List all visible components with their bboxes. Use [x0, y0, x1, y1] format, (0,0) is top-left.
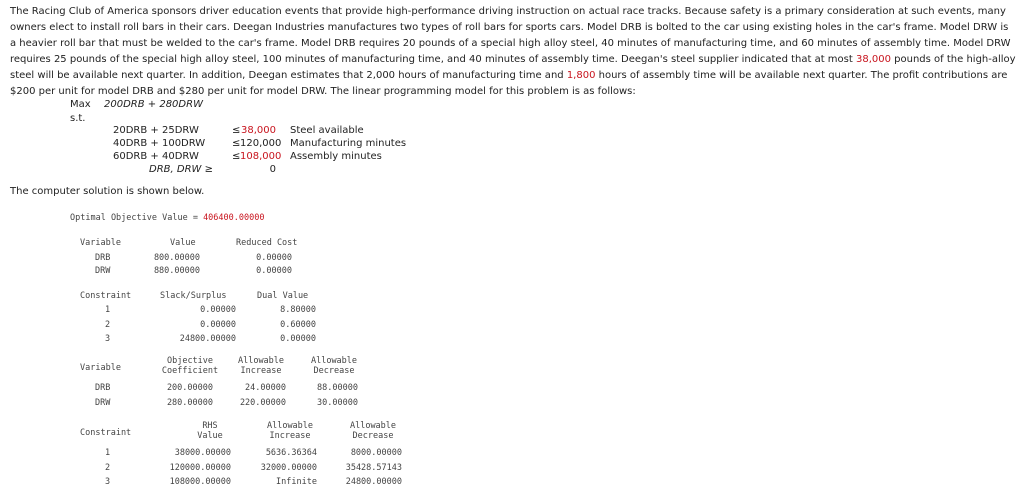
reduced-cost: 0.00000	[256, 266, 292, 276]
max-label: Max	[70, 99, 91, 110]
constraint-number: 1	[105, 305, 111, 315]
value-header: Value	[170, 238, 196, 248]
header-line: Value	[197, 431, 223, 441]
rhs-allowable-decrease-header	[338, 421, 408, 441]
header-line: RHS	[202, 421, 218, 431]
variable-name: DRW	[95, 398, 111, 408]
rhs-allowable-increase: 5636.36364	[265, 448, 317, 458]
constraint-lhs: 40DRB + 100DRW	[113, 138, 206, 149]
solution-intro: The computer solution is shown below.	[10, 186, 205, 197]
constraint-op: ≤	[232, 138, 241, 149]
constraint-rhs: 108,000	[240, 151, 282, 162]
rhs-value: 38000.00000	[174, 448, 231, 458]
dual-value: 0.00000	[280, 334, 316, 344]
rhs-allowable-decrease: 24800.00000	[345, 477, 402, 487]
header-line: Objective	[166, 356, 214, 366]
constraint-number: 3	[105, 334, 111, 344]
header-line: Increase	[240, 366, 282, 376]
nonnegativity-rhs: 0	[269, 164, 276, 175]
constraint-desc: Manufacturing minutes	[290, 138, 407, 149]
header-line: Allowable	[310, 356, 358, 366]
objective-coefficient: 200.00000	[166, 383, 213, 393]
slack-value: 0.00000	[200, 320, 236, 330]
allowable-decrease-header	[300, 356, 368, 376]
constraint-rhs: 120,000	[240, 138, 282, 149]
rhs-allowable-decrease: 8000.00000	[350, 448, 402, 458]
dual-value-header: Dual Value	[257, 291, 309, 301]
dual-value: 8.80000	[280, 305, 316, 315]
problem-text-1: The Racing Club of America sponsors driver education events that provide high-performance driving instruction on actual race tracks. Because safety is a primary consideration at such events, many owners elect to install roll bars in their cars. Deegan Industries manufactures two types of roll bars for sports cars. Model DRB is bolted to the car using existing holes in the car's frame. Model DRW is a heavier roll bar that must be welded to the car's frame. Model DRB requires 20 pounds of a special high alloy steel, 40 minutes of manufacturing time, and 60 minutes of assembly time. Model DRW requires 25 pounds of the special high alloy steel, 100 minutes of manufacturing time, and 40 minutes of assembly time. Deegan's steel supplier indicated that at most	[10, 6, 1011, 65]
variable-header: Variable	[80, 238, 121, 248]
header-line: Decrease	[313, 366, 355, 376]
rhs-allowable-increase: Infinite	[276, 477, 317, 487]
rhs-allowable-increase-header	[255, 421, 325, 441]
range-constraint-header: Constraint	[80, 428, 132, 438]
rhs-value: 108000.00000	[169, 477, 231, 487]
header-line: Coefficient	[161, 366, 219, 376]
header-line: Increase	[269, 431, 311, 441]
problem-text-2: pounds of the high-alloy steel will be available next quarter. In addition, Deegan estimates that 2,000 hours of manufacturing time and	[10, 54, 1016, 81]
slack-value: 0.00000	[200, 305, 236, 315]
rhs-allowable-increase: 32000.00000	[260, 463, 317, 473]
variable-name: DRW	[95, 266, 111, 276]
variable-name: DRB	[95, 383, 111, 393]
nonnegativity-lhs: DRB, DRW ≥	[149, 164, 213, 175]
variable-value: 880.00000	[153, 266, 200, 276]
allowable-decrease: 30.00000	[317, 398, 358, 408]
steel-limit: 38,000	[855, 54, 891, 65]
constraint-op: ≤	[232, 151, 241, 162]
constraint-op: ≤	[232, 125, 241, 136]
assembly-hours: 1,800	[566, 70, 596, 81]
st-label: s.t.	[70, 113, 86, 124]
constraint-number: 2	[105, 463, 111, 473]
constraint-number: 1	[105, 448, 111, 458]
problem-text-3: hours of assembly time will be available next quarter. The profit contributions are $200 per unit for model DRB and $280 per unit for model DRW. The linear programming model for this problem is as follows:	[10, 70, 1008, 97]
rhs-value-header	[180, 421, 240, 441]
range-variable-header: Variable	[80, 363, 121, 373]
reduced-cost: 0.00000	[256, 253, 292, 263]
slack-value: 24800.00000	[179, 334, 236, 344]
allowable-increase: 220.00000	[239, 398, 286, 408]
objective-line	[70, 213, 264, 223]
allowable-increase-header	[226, 356, 296, 376]
variable-name: DRB	[95, 253, 111, 263]
rhs-allowable-decrease: 35428.57143	[345, 463, 402, 473]
constraint-rhs: 38,000	[241, 125, 276, 136]
constraint-desc: Steel available	[290, 125, 364, 136]
constraint-header: Constraint	[80, 291, 132, 301]
reduced-cost-header: Reduced Cost	[236, 238, 298, 248]
rhs-value: 120000.00000	[169, 463, 231, 473]
slack-header: Slack/Surplus	[160, 291, 227, 301]
objective-function: 200DRB + 280DRW	[104, 99, 203, 110]
constraint-number: 3	[105, 477, 111, 487]
header-line: Allowable	[349, 421, 397, 431]
objective-coefficient: 280.00000	[166, 398, 213, 408]
constraint-lhs: 20DRB + 25DRW	[113, 125, 199, 136]
objective-coefficient-header	[155, 356, 225, 376]
header-line: Allowable	[266, 421, 314, 431]
allowable-increase: 24.00000	[245, 383, 286, 393]
constraint-lhs: 60DRB + 40DRW	[113, 151, 199, 162]
constraint-desc: Assembly minutes	[290, 151, 382, 162]
objective-label: Optimal Objective Value =	[70, 213, 204, 223]
variable-value: 800.00000	[153, 253, 200, 263]
objective-value: 406400.00000	[203, 213, 265, 223]
allowable-decrease: 88.00000	[317, 383, 358, 393]
problem-paragraph	[10, 4, 1016, 100]
header-line: Allowable	[237, 356, 285, 366]
dual-value: 0.60000	[280, 320, 316, 330]
constraint-number: 2	[105, 320, 111, 330]
header-line: Decrease	[352, 431, 394, 441]
